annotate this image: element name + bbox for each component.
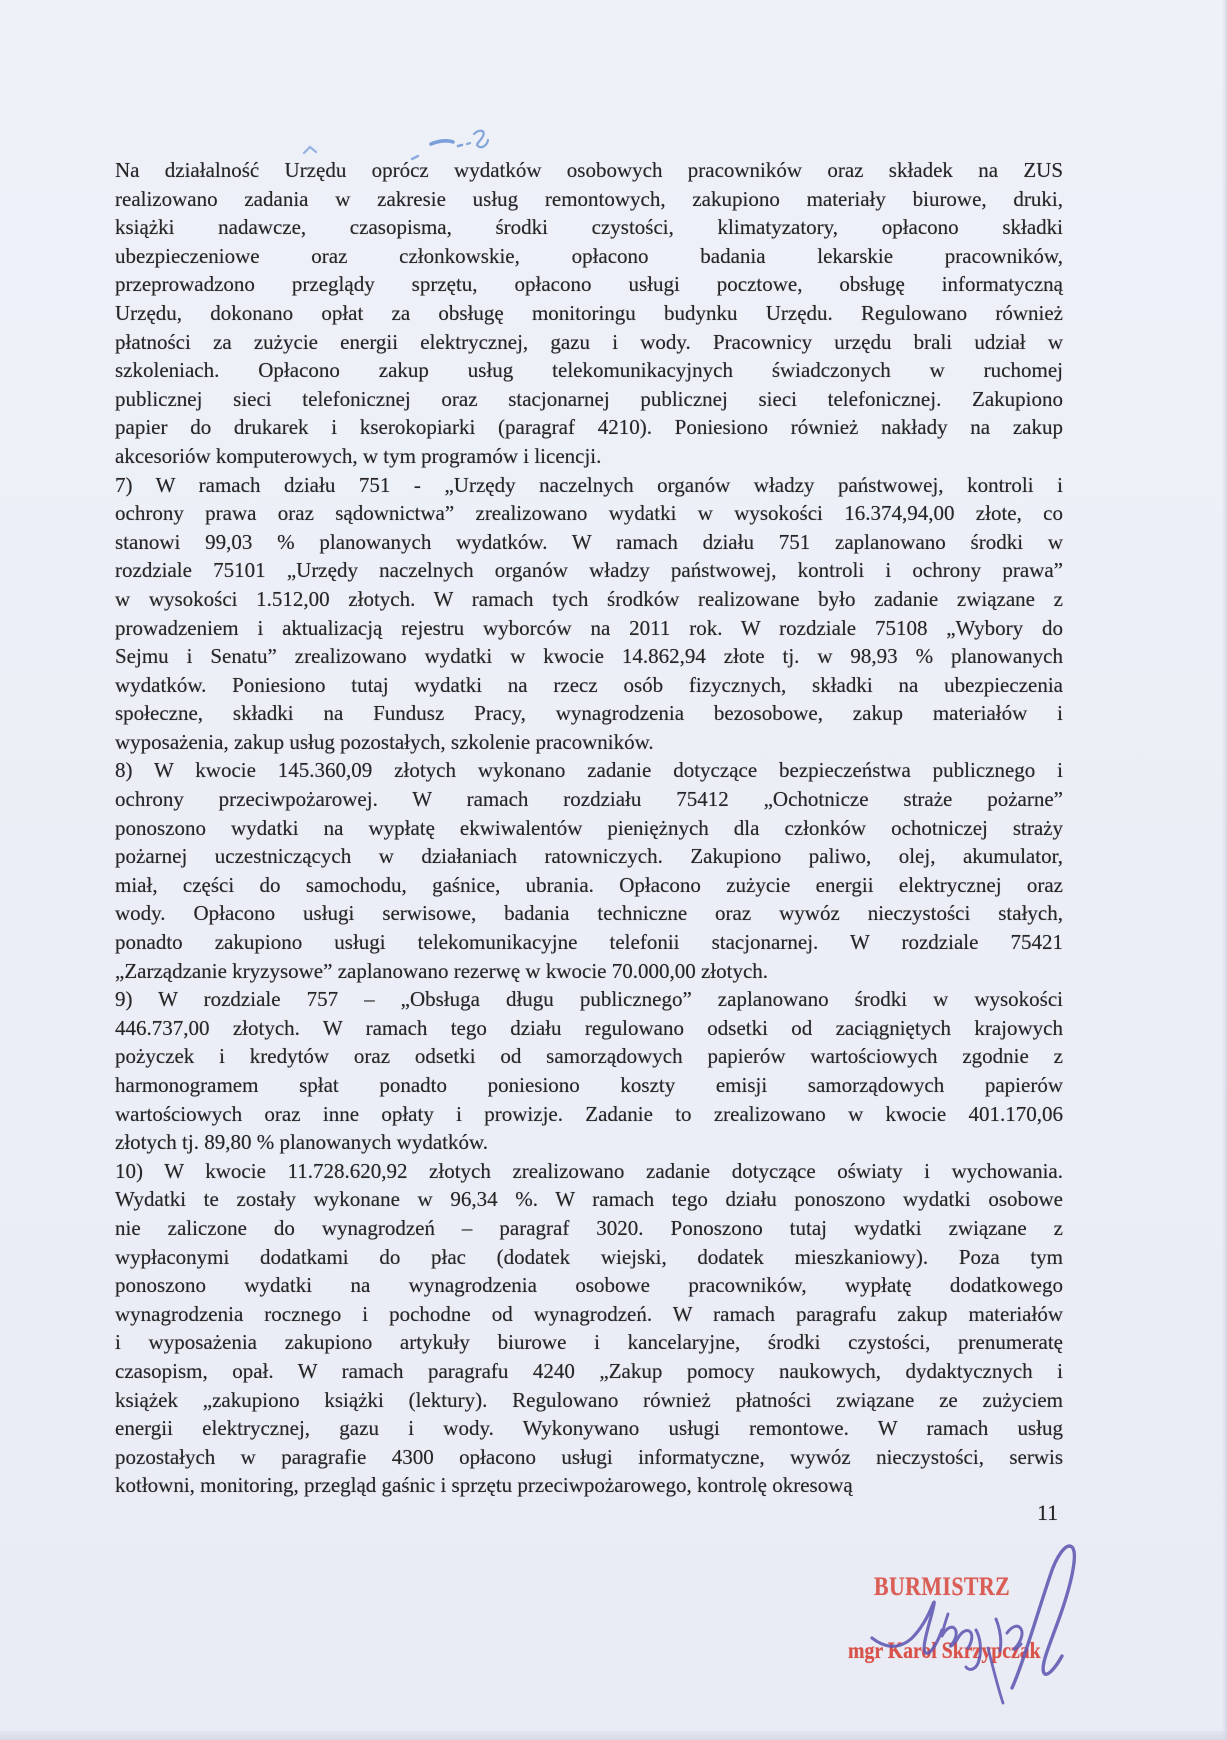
text-line: stanowi 99,03 % planowanych wydatków. W ramach działu 751 zaplanowano środki w [115,529,1063,554]
text-line: wynagrodzenia rocznego i pochodne od wynagrodzeń. W ramach paragrafu zakup materiałów [115,1301,1063,1326]
text-line: Sejmu i Senatu” zrealizowano wydatki w kwocie 14.862,94 złote tj. w 98,93 % planowanych [115,644,1063,669]
text-line: wody. Opłacono usługi serwisowe, badania techniczne oraz wywóz nieczystości stałych, [115,901,1063,926]
text-line: Na działalność Urzędu oprócz wydatków osobowych pracowników oraz składek na ZUS [115,158,1063,182]
text-line: 9) W rozdziale 757 – „Obsługa długu publicznego” zaplanowano środki w wysokości [115,987,1063,1012]
text-line: ponoszono wydatki na wynagrodzenia osobowe pracowników, wypłatę dodatkowego [115,1273,1063,1298]
text-line: kotłowni, monitoring, przegląd gaśnic i sprzętu przeciwpożarowego, kontrolę okresową [115,1473,853,1498]
text-line: 7) W ramach działu 751 - „Urzędy naczelnych organów władzy państwowej, kontroli i [115,472,1063,497]
stamp-name: mgr Karol Skrzypczak [848,1638,1041,1663]
text-line: przeprowadzono przeglądy sprzętu, opłacono usługi pocztowe, obsługę informatyczną [115,272,1063,297]
text-line: pozostałych w paragrafie 4300 opłacono usługi informatyczne, wywóz nieczystości, serwis [115,1444,1063,1469]
paragraph [115,471,1063,757]
text-line: 446.737,00 złotych. W ramach tego działu regulowano odsetki od zaciągniętych krajowych [115,1015,1063,1040]
text-line: wypłaconymi dodatkami do płac (dodatek wiejski, dodatek mieszkaniowy). Poza tym [115,1244,1063,1269]
text-line: 10) W kwocie 11.728.620,92 złotych zrealizowano zadanie dotyczące oświaty i wychowania. [115,1158,1063,1183]
text-line: ochrony prawa oraz sądownictwa” zrealizowano wydatki w wysokości 16.374,94,00 złote, co [115,501,1063,526]
text-line: złotych tj. 89,80 % planowanych wydatków. [115,1130,489,1155]
scan-edge-bottom [0,1731,1227,1740]
paragraph [115,1157,1063,1500]
paragraph [115,156,1063,471]
text-line: wydatków. Poniesiono tutaj wydatki na rzecz osób fizycznych, składki na ubezpieczenia [115,672,1063,697]
text-line: prowadzeniem i aktualizacją rejestru wyborców na 2011 rok. W rozdziale 75108 „Wybory do [115,615,1063,640]
text-line: harmonogramem spłat ponadto poniesiono koszty emisji samorządowych papierów [115,1073,1063,1097]
page-number: 11 [1037,1500,1059,1525]
text-line: i wyposażenia zakupiono artykuły biurowe i kancelaryjne, środki czystości, prenumeratę [115,1330,1063,1355]
text-line: szkoleniach. Opłacono zakup usług telekomunikacyjnych świadczonych w ruchomej [115,358,1063,383]
text-line: społeczne, składki na Fundusz Pracy, wynagrodzenia bezosobowe, zakup materiałów i [115,701,1063,726]
text-line: publicznej sieci telefonicznej oraz stacjonarnej publicznej sieci telefonicznej. Zakupiono [115,386,1063,411]
text-line: papier do drukarek i kserokopiarki (paragraf 4210). Poniesiono również nakłady na zakup [115,415,1063,440]
stamp-title: BURMISTRZ [874,1572,1011,1601]
text-line: pożyczek i kredytów oraz odsetki od samorządowych papierów wartościowych zgodnie z [115,1044,1063,1069]
text-line: ponadto zakupiono usługi telekomunikacyjne telefonii stacjonarnej. W rozdziale 75421 [115,930,1063,955]
text-line: Urzędu, dokonano opłat za obsługę monitoringu budynku Urzędu. Regulowano również [115,300,1063,325]
document-body-text [115,156,1063,1500]
text-line: książek „zakupiono książki (lektury). Regulowano również płatności związane ze zużyciem [115,1387,1063,1412]
text-line: pożarnej uczestniczących w działaniach ratowniczych. Zakupiono paliwo, olej, akumulator, [115,844,1063,869]
text-line: ubezpieczeniowe oraz członkowskie, opłacono badania lekarskie pracowników, [115,243,1063,268]
text-line: ponoszono wydatki na wypłatę ekwiwalentów pieniężnych dla członków ochotniczej straży [115,815,1063,840]
text-line: miał, części do samochodu, gaśnice, ubrania. Opłacono zużycie energii elektrycznej oraz [115,872,1063,897]
text-line: wartościowych oraz inne opłaty i prowizje. Zadanie to zrealizowano w kwocie 401.170,06 [115,1101,1063,1126]
text-line: energii elektrycznej, gazu i wody. Wykonywano usługi remontowe. W ramach usług [115,1416,1063,1441]
handwritten-signature [830,1520,1090,1710]
text-line: wyposażenia, zakup usług pozostałych, szkolenie pracowników. [115,729,654,754]
scan-edge-right [1222,0,1227,1740]
text-line: „Zarządzanie kryzysowe” zaplanowano rezerwę w kwocie 70.000,00 złotych. [115,958,769,983]
paragraph [115,756,1063,985]
text-line: w wysokości 1.512,00 złotych. W ramach tych środków realizowane było zadanie związane z [115,586,1063,611]
text-line: czasopism, opał. W ramach paragrafu 4240 „Zakup pomocy naukowych, dydaktycznych i [115,1358,1063,1383]
text-line: rozdziale 75101 „Urzędy naczelnych organów władzy państwowej, kontroli i ochrony prawa” [115,558,1063,583]
paragraph [115,985,1063,1157]
text-line: akcesoriów komputerowych, w tym programów i licencji. [115,443,602,468]
text-line: Wydatki te zostały wykonane w 96,34 %. W ramach tego działu ponoszono wydatki osobowe [115,1187,1063,1212]
text-line: ochrony przeciwpożarowej. W ramach rozdziału 75412 „Ochotnicze straże pożarne” [115,787,1063,812]
text-line: płatności za zużycie energii elektrycznej, gazu i wody. Pracownicy urzędu brali udział w [115,329,1063,354]
text-line: nie zaliczone do wynagrodzeń – paragraf 3020. Ponoszono tutaj wydatki związane z [115,1215,1063,1240]
text-line: 8) W kwocie 145.360,09 złotych wykonano zadanie dotyczące bezpieczeństwa publicznego i [115,758,1063,783]
text-line: książki nadawcze, czasopisma, środki czystości, klimatyzatory, opłacono składki [115,215,1063,240]
text-line: realizowano zadania w zakresie usług remontowych, zakupiono materiały biurowe, druki, [115,186,1063,211]
